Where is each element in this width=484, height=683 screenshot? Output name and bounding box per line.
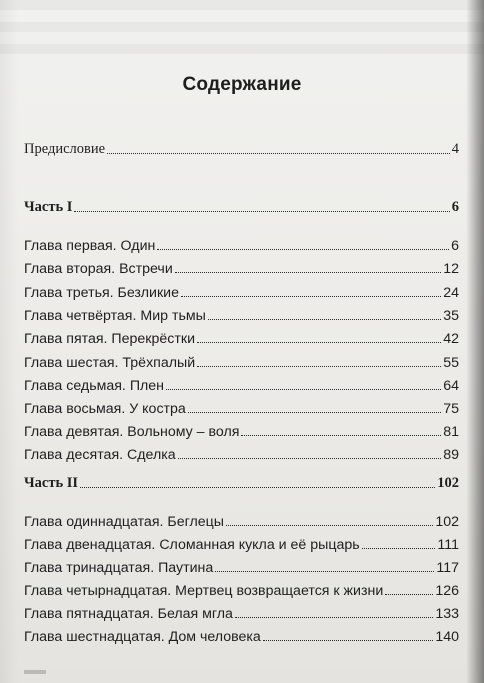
toc-entry-title: Глава четвёртая. Мир тьмы: [24, 308, 206, 324]
toc-entry-page: 24: [443, 285, 459, 301]
toc-entry-chapter: [24, 327, 459, 347]
dot-leader: [263, 640, 434, 641]
toc-entry-chapter: [24, 351, 459, 371]
toc-entry-chapter: [24, 397, 459, 417]
toc-entry-page: 12: [443, 261, 459, 277]
toc-entry-title: Предисловие: [24, 141, 106, 157]
dot-leader: [157, 249, 449, 250]
toc-entry-title: Глава девятая. Вольному – воля: [24, 424, 240, 440]
show-through-text: [0, 22, 484, 32]
toc-entry-page: 6: [451, 238, 459, 254]
dot-leader: [235, 617, 433, 618]
toc-entry-chapter: [24, 420, 459, 440]
dot-leader: [74, 211, 449, 212]
toc-entry-page: 102: [437, 475, 459, 491]
page-title: Содержание: [182, 74, 302, 95]
toc-entry-part-1: [24, 196, 459, 216]
toc-entry-chapter: [24, 510, 459, 530]
dot-leader: [226, 525, 433, 526]
dot-leader: [197, 342, 441, 343]
toc-entry-page: 64: [443, 378, 459, 394]
toc-entry-title: Глава первая. Один: [24, 238, 156, 254]
toc-entry-page: 75: [443, 401, 459, 417]
toc-entry-page: 35: [443, 308, 459, 324]
toc-entry-chapter: [24, 257, 459, 277]
toc-entry-title: Глава четырнадцатая. Мертвец возвращается к жизни: [24, 583, 384, 599]
toc-entry-title: Глава пятнадцатая. Белая мгла: [24, 606, 233, 622]
toc-entry-title: Глава одиннадцатая. Беглецы: [24, 514, 224, 530]
show-through-text: [0, 0, 484, 10]
dot-leader: [362, 548, 436, 549]
toc-entry-page: 126: [435, 583, 459, 599]
dot-leader: [188, 412, 441, 413]
toc-entry-title: Глава вторая. Встречи: [24, 261, 173, 277]
toc-entry-chapter: [24, 533, 459, 553]
toc-entry-chapter: [24, 625, 459, 645]
toc-entry-page: 111: [437, 537, 459, 553]
toc-entry-chapter: [24, 579, 459, 599]
toc-entry-title: Глава пятая. Перекрёстки: [24, 331, 196, 347]
toc-entry-page: 81: [443, 424, 459, 440]
toc-entry-title: Глава третья. Безликие: [24, 285, 179, 301]
toc-entry-page: 89: [443, 447, 459, 463]
toc-entry-title: Глава двенадцатая. Сломанная кукла и её рыцарь: [24, 537, 360, 553]
toc-entry-page: 6: [451, 199, 459, 215]
toc-entry-title: Глава шестая. Трёхпалый: [24, 355, 196, 371]
toc-entry-title: Глава шестнадцатая. Дом человека: [24, 629, 261, 645]
toc-entry-page: 102: [435, 514, 459, 530]
toc-entry-title: Глава десятая. Сделка: [24, 447, 176, 463]
dot-leader: [80, 487, 435, 488]
dot-leader: [166, 389, 441, 390]
toc-entry-title: Часть II: [24, 475, 79, 491]
dot-leader: [197, 366, 441, 367]
toc-entry-chapter: [24, 602, 459, 622]
toc-entry-page: 117: [436, 560, 459, 576]
toc-entry-title: Глава восьмая. У костра: [24, 401, 186, 417]
page-edge-shadow: [466, 0, 484, 683]
toc-entry-chapter: [24, 556, 459, 576]
dot-leader: [107, 153, 450, 154]
toc-entry-title: Часть I: [24, 199, 73, 215]
toc-entry-page: 133: [435, 606, 459, 622]
show-through-text: [0, 44, 484, 54]
toc-entry-part-2: [24, 472, 459, 492]
page-number-mark: [24, 670, 46, 674]
dot-leader: [385, 594, 433, 595]
dot-leader: [178, 458, 442, 459]
toc-entry-chapter: [24, 281, 459, 301]
dot-leader: [241, 435, 441, 436]
dot-leader: [208, 319, 441, 320]
toc-entry-title: Глава тринадцатая. Паутина: [24, 560, 214, 576]
toc-entry-chapter: [24, 443, 459, 463]
toc-entry-chapter: [24, 374, 459, 394]
toc-entry-page: 55: [443, 355, 459, 371]
dot-leader: [181, 296, 441, 297]
toc-entry-page: 140: [435, 629, 459, 645]
toc-entry-title: Глава седьмая. Плен: [24, 378, 165, 394]
toc-entry-chapter: [24, 234, 459, 254]
dot-leader: [175, 272, 441, 273]
toc-entry-preface: [24, 138, 459, 158]
toc-entry-page: 4: [451, 141, 459, 157]
dot-leader: [215, 571, 434, 572]
toc-entry-chapter: [24, 304, 459, 324]
toc-entry-page: 42: [443, 331, 459, 347]
